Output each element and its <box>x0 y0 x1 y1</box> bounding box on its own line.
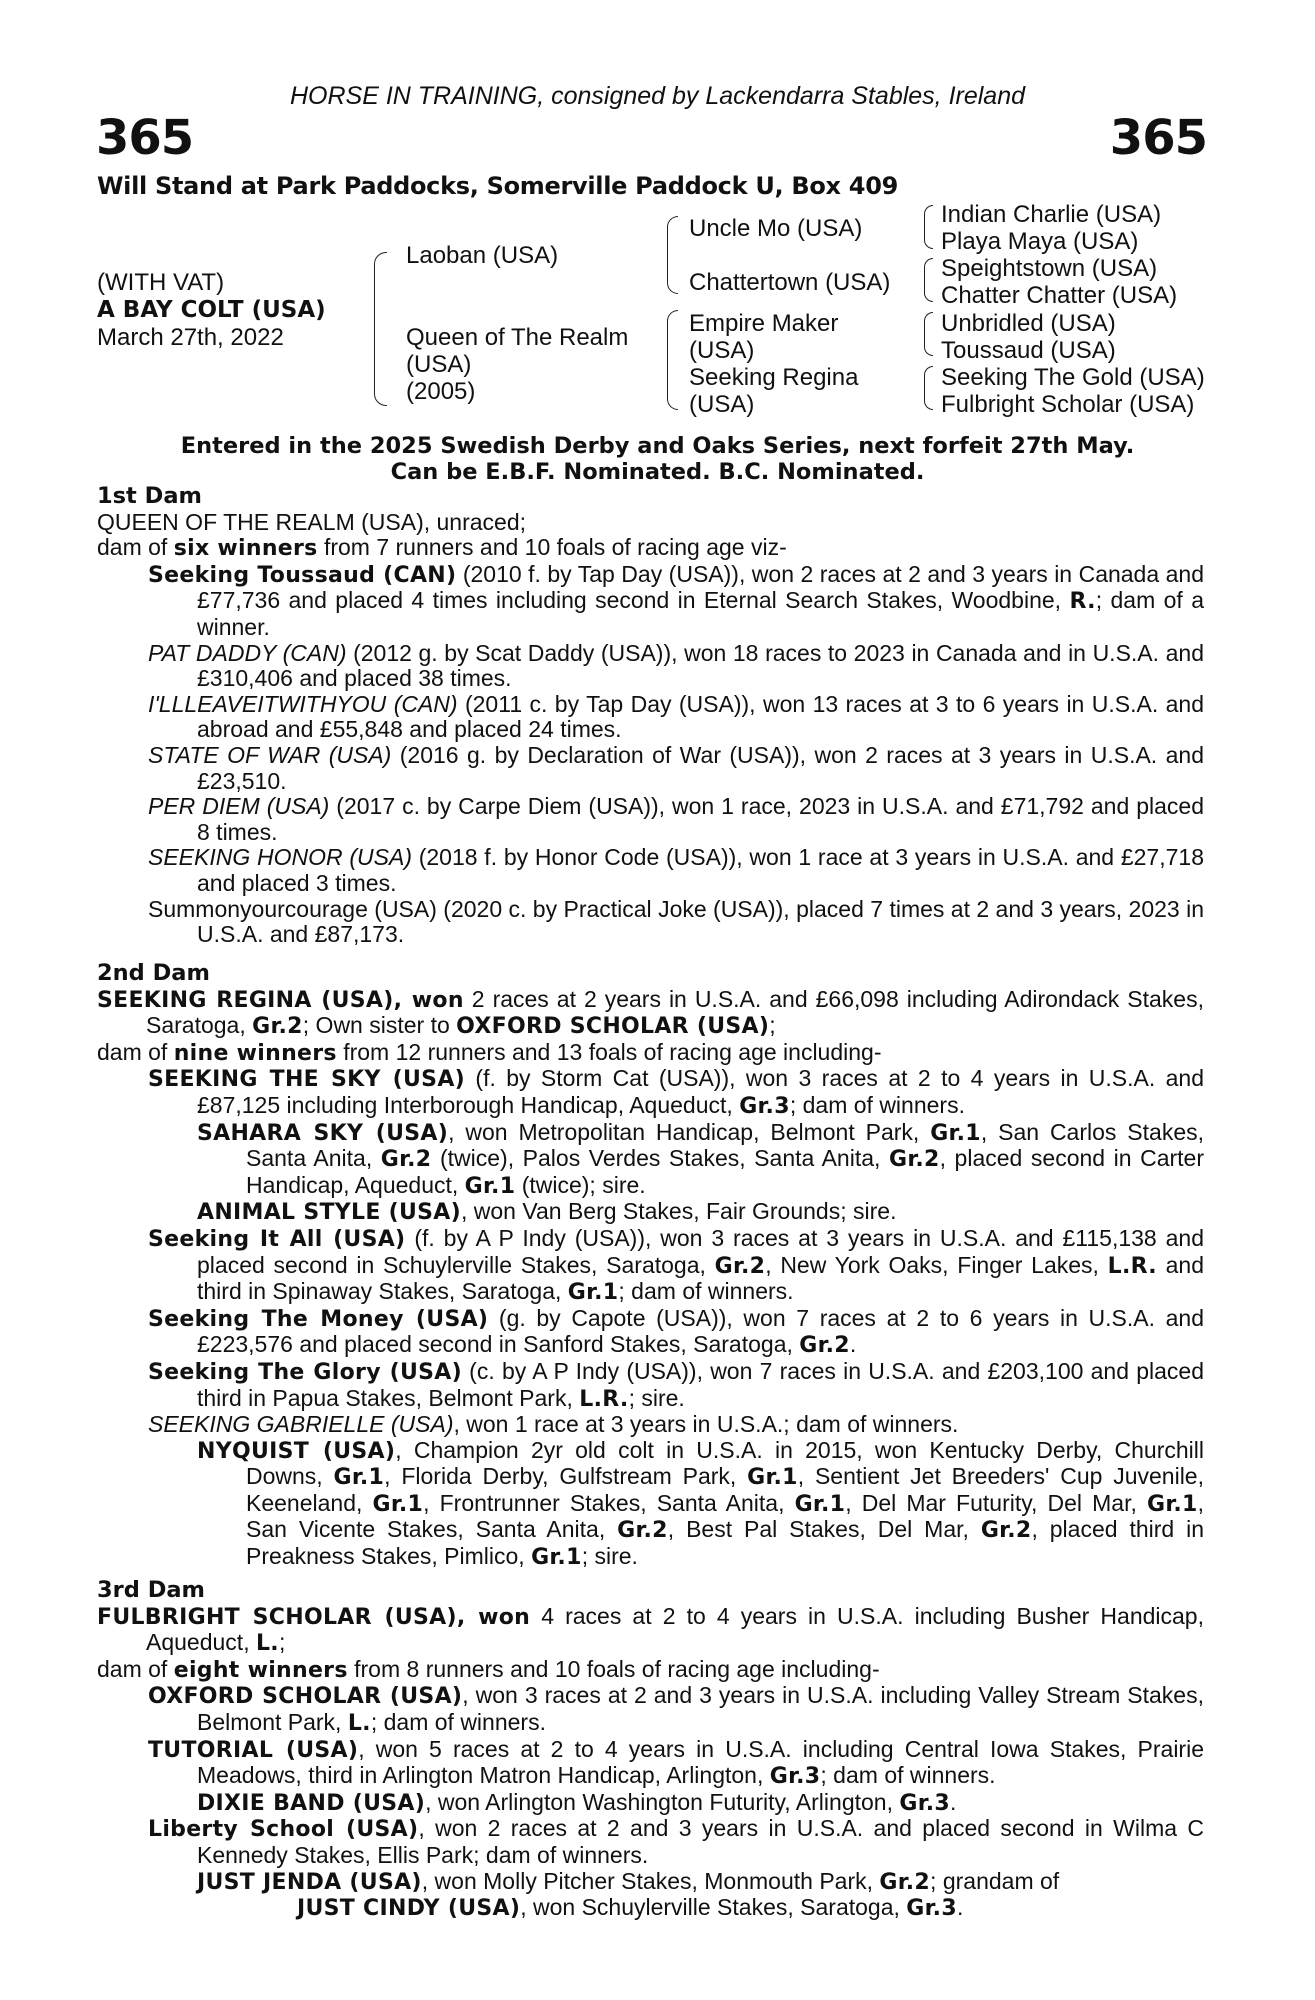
vat-note: (WITH VAT) <box>97 269 225 296</box>
pedigree-brace <box>667 216 678 294</box>
first-dam-intro: QUEEN OF THE REALM (USA), unraced; <box>97 508 527 535</box>
progeny-entry: Seeking Toussaud (CAN) (2010 f. by Tap Day (USA)), won 2 races at 2 and 3 years in Canada and £77,736 and placed 4 times including second in Eternal Search Stakes, Woodbine, R.; dam of a winner. <box>148 560 1204 640</box>
great-grandsire-1: Indian Charlie (USA) <box>941 201 1162 228</box>
pedigree-brace <box>924 312 933 356</box>
progeny-entry: Seeking The Money (USA) (g. by Capote (USA)), won 7 races at 2 to 6 years in U.S.A. and £223,576 and placed second in Sanford Stakes, Saratoga, Gr.2. <box>148 1304 1204 1359</box>
great-granddam-2: Chatter Chatter (USA) <box>941 282 1178 309</box>
great-grandsire-2: Speightstown (USA) <box>941 255 1158 282</box>
sire-of-dam-line2: (USA) <box>689 337 755 364</box>
third-dam-section <box>97 1577 1204 1922</box>
grand-progeny-entry: NYQUIST (USA), Champion 2yr old colt in U.S.A. in 2015, won Kentucky Derby, Churchill Downs, Gr.1, Florida Derby, Gulfstream Park, Gr.1, Sentient Jet Breeders' Cup Juvenile, Keeneland, Gr.1, Frontrunner Stakes, Santa Anita, Gr.1, Del Mar Futurity, Del Mar, Gr.1, San Vicente Stakes, Santa Anita, Gr.2, Best Pal Stakes, Del Mar, Gr.2, placed third in Preakness Stakes, Pimlico, Gr.1; sire. <box>197 1436 1205 1571</box>
grand-progeny-entry: ANIMAL STYLE (USA), won Van Berg Stakes, Fair Grounds; sire. <box>197 1198 897 1226</box>
third-dam-record: FULBRIGHT SCHOLAR (USA), won 4 races at 2 to 4 years in U.S.A. including Busher Handicap, Aqueduct, L.; <box>97 1602 1204 1657</box>
grand-progeny-entry: SAHARA SKY (USA), won Metropolitan Handicap, Belmont Park, Gr.1, San Carlos Stakes, Santa Anita, Gr.2 (twice), Palos Verdes Stakes, Santa Anita, Gr.2, placed second in Carter Handicap, Aqueduct, Gr.1 (twice); sire. <box>197 1118 1204 1199</box>
great-grandsire-3: Unbridled (USA) <box>941 310 1116 337</box>
progeny-entry: Seeking The Glory (USA) (c. by A P Indy (USA)), won 7 races in U.S.A. and £203,100 and placed third in Papua Stakes, Belmont Park, L.R.; sire. <box>148 1357 1204 1412</box>
pedigree-brace <box>924 205 933 249</box>
third-dam-summary: dam of eight winners from 8 runners and 10 foals of racing age including- <box>97 1655 880 1683</box>
progeny-entry: PAT DADDY (CAN) (2012 g. by Scat Daddy (USA)), won 18 races to 2023 in Canada and in U.S.A. and £310,406 and placed 38 times. <box>148 639 1204 692</box>
great-grand-progeny-entry: JUST CINDY (USA), won Schuylerville Stakes, Saratoga, Gr.3. <box>297 1894 964 1922</box>
progeny-entry: Seeking It All (USA) (f. by A P Indy (USA)), won 3 races at 3 years in U.S.A. and £115,138 and placed second in Schuylerville Stakes, Saratoga, Gr.2, New York Oaks, Finger Lakes, L.R. and third in Spinaway Stakes, Saratoga, Gr.1; dam of winners. <box>148 1224 1204 1306</box>
progeny-entry: PER DIEM (USA) (2017 c. by Carpe Diem (USA)), won 1 race, 2023 in U.S.A. and £71,792 and placed 8 times. <box>148 793 1204 845</box>
dam-of-sire: Chattertown (USA) <box>689 269 891 296</box>
grand-progeny-entry: JUST JENDA (USA), won Molly Pitcher Stakes, Monmouth Park, Gr.2; grandam of <box>197 1867 1060 1895</box>
dam-line2: (USA) <box>406 351 472 378</box>
entries-line1: Entered in the 2025 Swedish Derby and Oaks Series, next forfeit 27th May. <box>180 433 1135 459</box>
entries-block <box>0 433 1315 485</box>
pedigree-brace <box>667 310 678 410</box>
great-granddam-3: Toussaud (USA) <box>941 337 1116 364</box>
second-dam-summary: dam of nine winners from 12 runners and 13 foals of racing age including- <box>97 1038 882 1066</box>
stand-location: Will Stand at Park Paddocks, Somerville Paddock U, Box 409 <box>97 172 898 200</box>
catalogue-subtitle: HORSE IN TRAINING, consigned by Lackendarra Stables, Ireland <box>289 82 1026 110</box>
second-dam-heading: 2nd Dam <box>97 960 210 986</box>
progeny-entry: OXFORD SCHOLAR (USA), won 3 races at 2 and 3 years in U.S.A. including Valley Stream Stakes, Belmont Park, L.; dam of winners. <box>148 1682 1204 1736</box>
dam-line3: (2005) <box>406 378 476 405</box>
progeny-entry: SEEKING HONOR (USA) (2018 f. by Honor Code (USA)), won 1 race at 3 years in U.S.A. and £27,718 and placed 3 times. <box>148 844 1204 896</box>
progeny-entry: TUTORIAL (USA), won 5 races at 2 to 4 years in U.S.A. including Central Iowa Stakes, Prairie Meadows, third in Arlington Matron Handicap, Arlington, Gr.3; dam of winners. <box>148 1735 1204 1790</box>
lot-number-right: 365 <box>1109 110 1207 166</box>
progeny-entry: Liberty School (USA), won 2 races at 2 and 3 years in U.S.A. and placed second in Wilma C Kennedy Stakes, Ellis Park; dam of winners. <box>148 1815 1205 1868</box>
progeny-entry: SEEKING THE SKY (USA) (f. by Storm Cat (USA)), won 3 races at 2 to 4 years in U.S.A. and £87,125 including Interborough Handicap, Aqueduct, Gr.3; dam of winners. <box>148 1065 1204 1119</box>
pedigree-brace <box>924 258 933 302</box>
first-dam-summary: dam of six winners from 7 runners and 10 foals of racing age viz- <box>97 534 787 562</box>
great-granddam-1: Playa Maya (USA) <box>941 228 1139 255</box>
lot-number-left: 365 <box>96 110 194 166</box>
first-dam-heading: 1st Dam <box>97 483 202 509</box>
third-dam-heading: 3rd Dam <box>97 1577 205 1603</box>
sire-of-dam-line1: Empire Maker <box>689 310 839 337</box>
second-dam-record: SEEKING REGINA (USA), won 2 races at 2 years in U.S.A. and £66,098 including Adirondack Stakes, Saratoga, Gr.2; Own sister to OXFORD SCHOLAR (USA); <box>97 985 1204 1040</box>
dam-of-dam-line1: Seeking Regina <box>689 364 859 391</box>
grand-progeny-entry: DIXIE BAND (USA), won Arlington Washington Futurity, Arlington, Gr.3. <box>197 1788 957 1816</box>
progeny-entry: I'LLLEAVEITWITHYOU (CAN) (2011 c. by Tap Day (USA)), won 13 races at 3 to 6 years in U.S.A. and abroad and £55,848 and placed 24 times. <box>148 690 1204 743</box>
horse-name: A BAY COLT (USA) <box>97 297 326 323</box>
second-dam-section <box>97 960 1204 1571</box>
entries-line2: Can be E.B.F. Nominated. B.C. Nominated. <box>390 459 925 485</box>
progeny-entry: STATE OF WAR (USA) (2016 g. by Declaration of War (USA)), won 2 races at 3 years in U.S.A. and £23,510. <box>148 741 1204 794</box>
dam-of-dam-line2: (USA) <box>689 391 755 418</box>
pedigree-brace <box>924 366 933 410</box>
great-granddam-4: Fulbright Scholar (USA) <box>941 391 1195 418</box>
first-dam-section <box>97 483 1204 948</box>
sire: Laoban (USA) <box>406 242 559 269</box>
dam-line1: Queen of The Realm <box>406 324 629 351</box>
progeny-entry: Summonyourcourage (USA) (2020 c. by Practical Joke (USA)), placed 7 times at 2 and 3 years, 2023 in U.S.A. and £87,173. <box>148 895 1204 948</box>
foaling-date: March 27th, 2022 <box>97 324 284 351</box>
progeny-entry: SEEKING GABRIELLE (USA), won 1 race at 3 years in U.S.A.; dam of winners. <box>148 1411 959 1438</box>
pedigree-brace <box>374 252 387 406</box>
sire-of-sire: Uncle Mo (USA) <box>689 215 863 242</box>
great-grandsire-4: Seeking The Gold (USA) <box>941 364 1205 391</box>
